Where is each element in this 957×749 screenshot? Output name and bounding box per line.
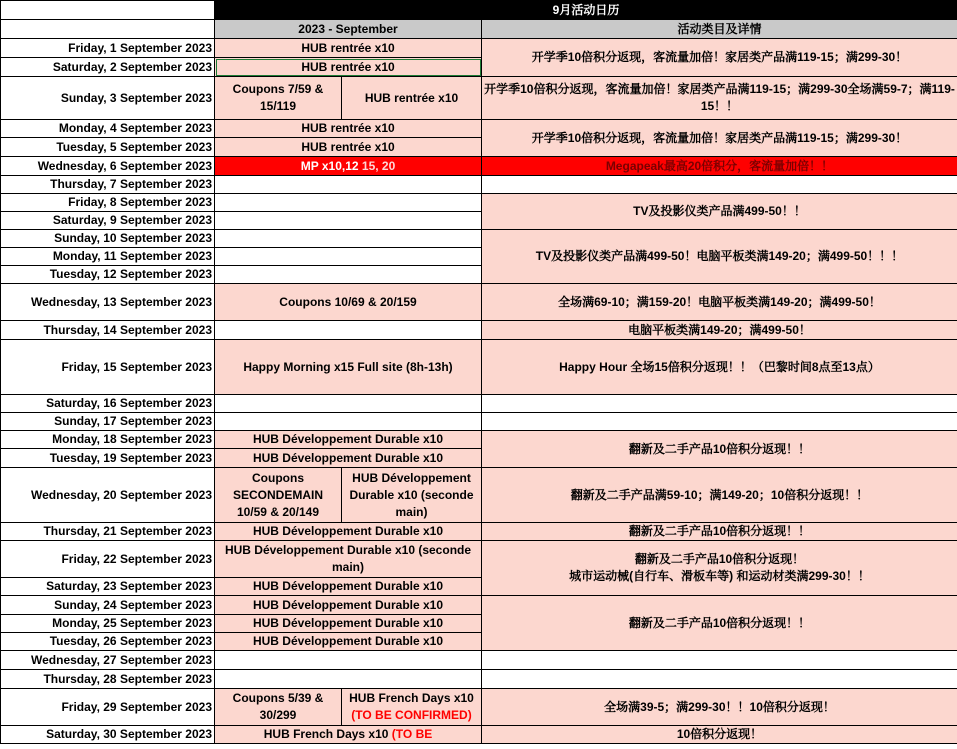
event-cell[interactable]: HUB rentrée x10	[215, 120, 482, 138]
activity-cell[interactable]	[482, 541, 957, 596]
event-cell[interactable]: HUB Développement Durable x10	[215, 578, 482, 596]
empty-event-cell[interactable]	[215, 395, 482, 413]
corner-cell[interactable]	[1, 20, 215, 39]
empty-event-cell[interactable]	[215, 194, 482, 212]
date-cell[interactable]: Saturday, 9 September 2023	[1, 212, 215, 230]
event-cell-selected[interactable]: HUB rentrée x10	[215, 58, 482, 77]
date-cell[interactable]: Wednesday, 6 September 2023	[1, 157, 215, 176]
date-cell[interactable]: Monday, 18 September 2023	[1, 431, 215, 449]
event-cell[interactable]: HUB Développement Durable x10 (seconde main)	[215, 541, 482, 578]
date-cell[interactable]: Thursday, 28 September 2023	[1, 670, 215, 689]
activity-cell[interactable]: 开学季10倍积分返现，客流量加倍！家居类产品满119-15；满299-30全场满59-7；满119-15！！	[482, 77, 957, 120]
date-cell[interactable]: Saturday, 23 September 2023	[1, 578, 215, 596]
column-header-month[interactable]: 2023 - September	[215, 20, 482, 39]
date-cell[interactable]: Wednesday, 20 September 2023	[1, 468, 215, 523]
activity-cell[interactable]: 开学季10倍积分返现，客流量加倍！家居类产品满119-15；满299-30！	[482, 120, 957, 157]
date-cell[interactable]: Monday, 11 September 2023	[1, 248, 215, 266]
date-cell[interactable]: Sunday, 24 September 2023	[1, 596, 215, 615]
empty-activity-cell[interactable]	[482, 651, 957, 670]
empty-activity-cell[interactable]	[482, 670, 957, 689]
event-cell[interactable]: HUB Développement Durable x10	[215, 523, 482, 541]
date-cell[interactable]: Thursday, 7 September 2023	[1, 176, 215, 194]
corner-cell[interactable]	[1, 1, 215, 20]
activity-cell[interactable]: TV及投影仪类产品满499-50！！	[482, 194, 957, 230]
activity-line-1: 翻新及二手产品10倍积分返现！	[634, 552, 805, 566]
empty-event-cell[interactable]	[215, 248, 482, 266]
date-cell[interactable]: Sunday, 3 September 2023	[1, 77, 215, 120]
date-cell[interactable]: Friday, 29 September 2023	[1, 689, 215, 726]
event-cell[interactable]: HUB rentrée x10	[342, 77, 482, 120]
activity-cell[interactable]: 翻新及二手产品满59-10；满149-20；10倍积分返现！！	[482, 468, 957, 523]
event-cell[interactable]: HUB Développement Durable x10	[215, 431, 482, 449]
date-cell[interactable]: Wednesday, 27 September 2023	[1, 651, 215, 670]
to-be-confirmed-label: (TO BE CONFIRMED)	[351, 708, 472, 722]
event-cell[interactable]	[342, 689, 482, 726]
event-cell[interactable]: Coupons 7/59 & 15/119	[215, 77, 342, 120]
megapeak-text: Megapeak最高20倍积分，客流量加倍！！	[605, 158, 834, 173]
date-cell[interactable]: Monday, 25 September 2023	[1, 615, 215, 633]
empty-event-cell[interactable]	[215, 413, 482, 431]
empty-event-cell[interactable]	[215, 651, 482, 670]
activity-cell[interactable]: 全场满39-5；满299-30！！10倍积分返现！	[482, 689, 957, 726]
activity-cell[interactable]: 电脑平板类满149-20；满499-50！	[482, 321, 957, 340]
date-cell[interactable]: Sunday, 17 September 2023	[1, 413, 215, 431]
french-days-label: HUB French Days x10	[349, 691, 474, 705]
activity-cell[interactable]: Happy Hour 全场15倍积分返现！！（巴黎时间8点至13点）	[482, 340, 957, 395]
mp-label: MP	[300, 158, 322, 173]
event-cell[interactable]: HUB Développement Durable x10	[215, 633, 482, 651]
event-cell[interactable]: HUB Développement Durable x10 (seconde main)	[342, 468, 482, 523]
to-be-label: (TO BE	[391, 727, 433, 741]
date-cell[interactable]: Saturday, 16 September 2023	[1, 395, 215, 413]
column-header-activity[interactable]: 活动类目及详情	[482, 20, 957, 39]
empty-activity-cell[interactable]	[482, 395, 957, 413]
activity-cell[interactable]: 翻新及二手产品10倍积分返现！！	[482, 431, 957, 468]
date-cell[interactable]: Thursday, 21 September 2023	[1, 523, 215, 541]
date-cell[interactable]: Thursday, 14 September 2023	[1, 321, 215, 340]
date-cell[interactable]: Sunday, 10 September 2023	[1, 230, 215, 248]
date-cell[interactable]: Tuesday, 12 September 2023	[1, 266, 215, 284]
date-cell[interactable]: Friday, 15 September 2023	[1, 340, 215, 395]
date-cell[interactable]: Monday, 4 September 2023	[1, 120, 215, 138]
empty-event-cell[interactable]	[215, 670, 482, 689]
month-title[interactable]: 9月活动日历	[215, 1, 957, 20]
event-cell[interactable]: Coupons 10/69 & 20/159	[215, 284, 482, 321]
date-cell[interactable]: Friday, 8 September 2023	[1, 194, 215, 212]
event-cell[interactable]: HUB rentrée x10	[215, 138, 482, 157]
activity-cell[interactable]: 全场满69-10；满159-20！电脑平板类满149-20；满499-50！	[482, 284, 957, 321]
date-cell[interactable]: Friday, 1 September 2023	[1, 39, 215, 58]
empty-event-cell[interactable]	[215, 321, 482, 340]
empty-activity-cell[interactable]	[482, 176, 957, 194]
french-days-label: HUB French Days x10	[263, 727, 392, 741]
date-cell[interactable]: Saturday, 2 September 2023	[1, 58, 215, 77]
empty-event-cell[interactable]	[215, 266, 482, 284]
mp-multiplier-rest: 15, 20	[358, 158, 396, 173]
empty-event-cell[interactable]	[215, 230, 482, 248]
date-cell[interactable]: Tuesday, 5 September 2023	[1, 138, 215, 157]
event-cell[interactable]: Happy Morning x15 Full site (8h-13h)	[215, 340, 482, 395]
date-cell[interactable]: Friday, 22 September 2023	[1, 541, 215, 578]
date-cell[interactable]: Tuesday, 26 September 2023	[1, 633, 215, 651]
date-cell[interactable]: Tuesday, 19 September 2023	[1, 449, 215, 468]
activity-cell[interactable]: 翻新及二手产品10倍积分返现！！	[482, 596, 957, 651]
date-cell[interactable]: Saturday, 30 September 2023	[1, 726, 215, 744]
event-cell[interactable]	[215, 726, 482, 744]
activity-cell[interactable]: 翻新及二手产品10倍积分返现！！	[482, 523, 957, 541]
event-cell[interactable]: HUB Développement Durable x10	[215, 449, 482, 468]
activity-cell[interactable]: 开学季10倍积分返现，客流量加倍！家居类产品满119-15；满299-30！	[482, 39, 957, 77]
event-cell[interactable]: Coupons SECONDEMAIN 10/59 & 20/149	[215, 468, 342, 523]
activity-line-2: 城市运动械(自行车、滑板车等) 和运动材类满299-30！！	[569, 569, 870, 583]
event-cell[interactable]: HUB Développement Durable x10	[215, 596, 482, 615]
event-cell[interactable]: HUB rentrée x10	[215, 39, 482, 58]
event-cell[interactable]: HUB Développement Durable x10	[215, 615, 482, 633]
event-cell-megapeak[interactable]	[215, 157, 482, 176]
mp-multiplier: x10,12	[321, 158, 359, 173]
activity-cell[interactable]	[482, 157, 957, 176]
activity-cell[interactable]: 10倍积分返现！	[482, 726, 957, 744]
event-cell[interactable]: Coupons 5/39 & 30/299	[215, 689, 342, 726]
empty-event-cell[interactable]	[215, 176, 482, 194]
empty-activity-cell[interactable]	[482, 413, 957, 431]
date-cell[interactable]: Wednesday, 13 September 2023	[1, 284, 215, 321]
empty-event-cell[interactable]	[215, 212, 482, 230]
activity-cell[interactable]: TV及投影仪类产品满499-50！电脑平板类满149-20；满499-50！！！	[482, 230, 957, 284]
